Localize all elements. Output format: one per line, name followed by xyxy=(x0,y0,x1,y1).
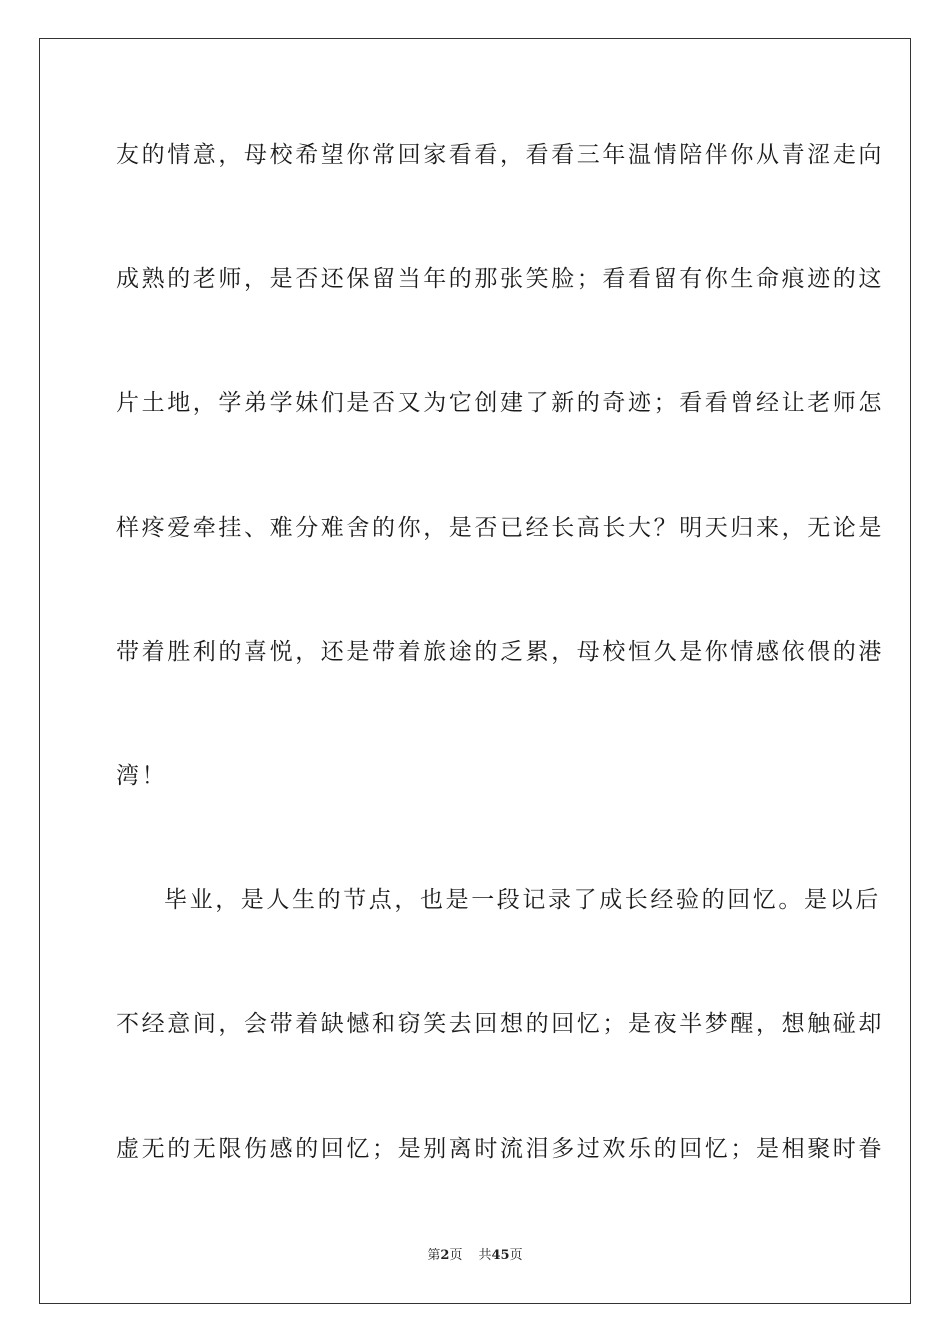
paragraph-2-line-2: 不经意间，会带着缺憾和窃笑去回想的回忆；是夜半梦醒，想触碰却 xyxy=(116,1011,884,1037)
page-footer xyxy=(0,1247,950,1265)
page-border xyxy=(39,38,911,1304)
body-line-1: 友的情意，母校希望你常回家看看，看看三年温情陪伴你从青涩走向 xyxy=(116,142,884,168)
body-line-5: 带着胜利的喜悦，还是带着旅途的乏累，母校恒久是你情感依偎的港 xyxy=(116,639,884,665)
body-line-3: 片土地，学弟学妹们是否又为它创建了新的奇迹；看看曾经让老师怎 xyxy=(116,390,884,416)
paragraph-2-line-3: 虚无的无限伤感的回忆；是别离时流泪多过欢乐的回忆；是相聚时眷 xyxy=(116,1136,884,1162)
paragraph-2-line-1: 毕业，是人生的节点，也是一段记录了成长经验的回忆。是以后 xyxy=(164,887,881,913)
footer-page-number: 2 xyxy=(440,1248,450,1263)
body-line-4: 样疼爱牵挂、难分难舍的你，是否已经长高长大？明天归来，无论是 xyxy=(116,515,884,541)
footer-total-prefix: 共 xyxy=(478,1248,492,1263)
footer-total-pages: 45 xyxy=(491,1248,510,1263)
footer-total-suffix: 页 xyxy=(509,1248,523,1263)
footer-page-prefix: 第 xyxy=(427,1248,441,1263)
body-line-2: 成熟的老师，是否还保留当年的那张笑脸；看看留有你生命痕迹的这 xyxy=(116,266,884,292)
body-line-6: 湾！ xyxy=(116,763,168,789)
footer-page-suffix: 页 xyxy=(449,1248,463,1263)
